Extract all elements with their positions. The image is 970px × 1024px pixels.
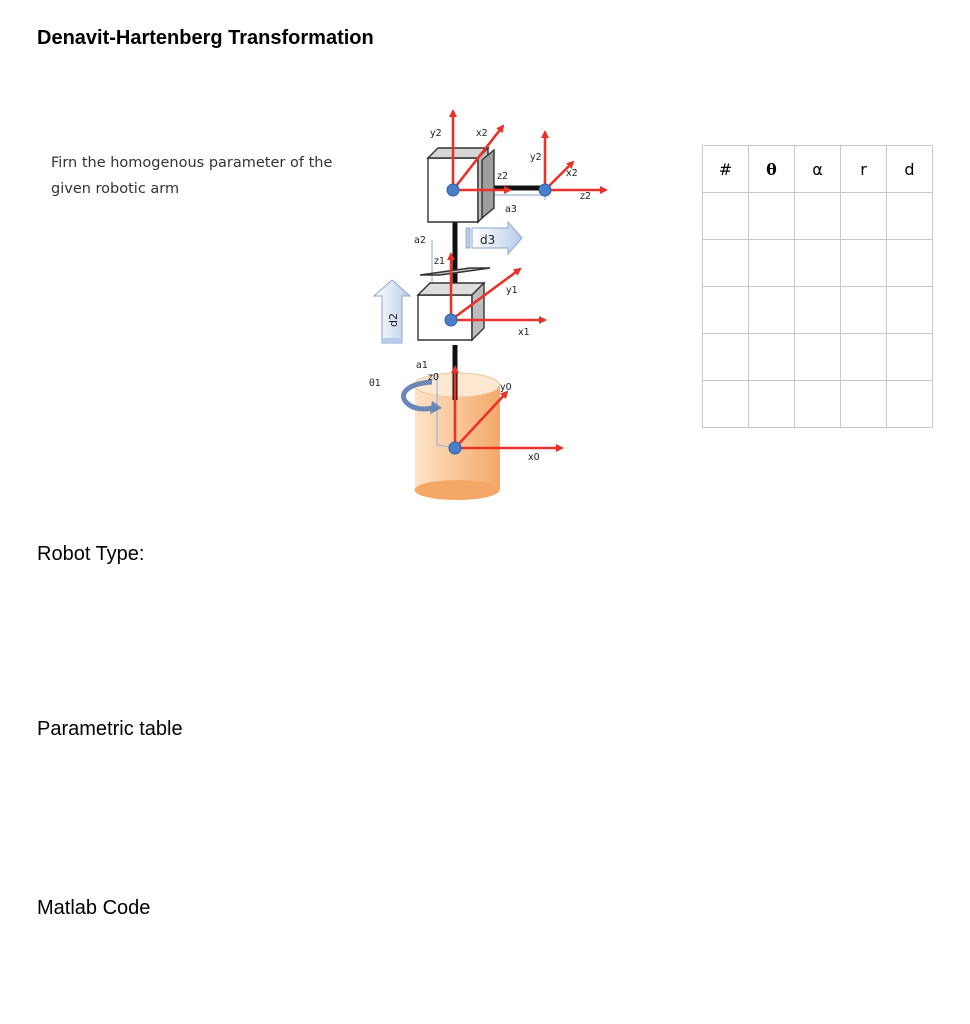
table-row bbox=[703, 334, 933, 381]
table-cell[interactable] bbox=[703, 193, 749, 240]
table-cell[interactable] bbox=[887, 193, 933, 240]
table-cell[interactable] bbox=[795, 287, 841, 334]
section-parametric-table: Parametric table bbox=[37, 718, 183, 740]
table-cell[interactable] bbox=[749, 193, 795, 240]
table-cell[interactable] bbox=[749, 381, 795, 428]
header-d: d bbox=[887, 146, 933, 193]
label-z0: z0 bbox=[428, 372, 440, 383]
label-y2-right: y2 bbox=[530, 152, 542, 163]
label-d2: d2 bbox=[387, 313, 400, 327]
label-x2-top: x2 bbox=[476, 128, 488, 139]
table-cell[interactable] bbox=[749, 287, 795, 334]
table-cell[interactable] bbox=[841, 334, 887, 381]
section-robot-type: Robot Type: bbox=[37, 543, 145, 565]
table-cell[interactable] bbox=[887, 240, 933, 287]
document-title: Denavit-Hartenberg Transformation bbox=[37, 27, 374, 49]
label-x1: x1 bbox=[518, 327, 530, 338]
header-theta: θ bbox=[749, 146, 795, 193]
dh-table-header bbox=[703, 146, 933, 193]
table-cell[interactable] bbox=[703, 381, 749, 428]
header-index: # bbox=[703, 146, 749, 193]
table-row bbox=[703, 287, 933, 334]
table-cell[interactable] bbox=[841, 193, 887, 240]
table-cell[interactable] bbox=[703, 240, 749, 287]
label-a2: a2 bbox=[414, 235, 426, 246]
table-cell[interactable] bbox=[795, 381, 841, 428]
label-y1: y1 bbox=[506, 285, 518, 296]
table-cell[interactable] bbox=[795, 334, 841, 381]
table-cell[interactable] bbox=[703, 287, 749, 334]
robot-arm-diagram bbox=[355, 100, 625, 520]
header-r: r bbox=[841, 146, 887, 193]
table-cell[interactable] bbox=[795, 193, 841, 240]
table-cell[interactable] bbox=[887, 287, 933, 334]
table-row bbox=[703, 240, 933, 287]
label-y2-top: y2 bbox=[430, 128, 442, 139]
table-cell[interactable] bbox=[749, 334, 795, 381]
label-z1: z1 bbox=[434, 256, 446, 267]
dh-parameter-table bbox=[702, 145, 933, 428]
table-cell[interactable] bbox=[749, 240, 795, 287]
label-x2-right: x2 bbox=[566, 168, 578, 179]
label-x0: x0 bbox=[528, 452, 540, 463]
table-cell[interactable] bbox=[841, 287, 887, 334]
label-a3: a3 bbox=[505, 204, 517, 215]
table-row bbox=[703, 381, 933, 428]
table-cell[interactable] bbox=[841, 240, 887, 287]
section-matlab-code: Matlab Code bbox=[37, 897, 151, 919]
header-alpha: α bbox=[795, 146, 841, 193]
table-cell[interactable] bbox=[703, 334, 749, 381]
label-y0: y0 bbox=[500, 382, 512, 393]
d2-arrow bbox=[374, 280, 410, 343]
label-a1: a1 bbox=[416, 360, 428, 371]
table-cell[interactable] bbox=[887, 381, 933, 428]
label-z2: z2 bbox=[497, 171, 509, 182]
label-z2-right: z2 bbox=[580, 191, 592, 202]
upper-cube bbox=[428, 148, 494, 222]
label-d3: d3 bbox=[480, 233, 496, 247]
label-theta1: θ1 bbox=[369, 378, 381, 389]
instructions-text: Firn the homogenous parameter of the given robotic arm bbox=[51, 155, 333, 197]
table-cell[interactable] bbox=[795, 240, 841, 287]
table-cell[interactable] bbox=[841, 381, 887, 428]
table-cell[interactable] bbox=[887, 334, 933, 381]
table-row bbox=[703, 193, 933, 240]
